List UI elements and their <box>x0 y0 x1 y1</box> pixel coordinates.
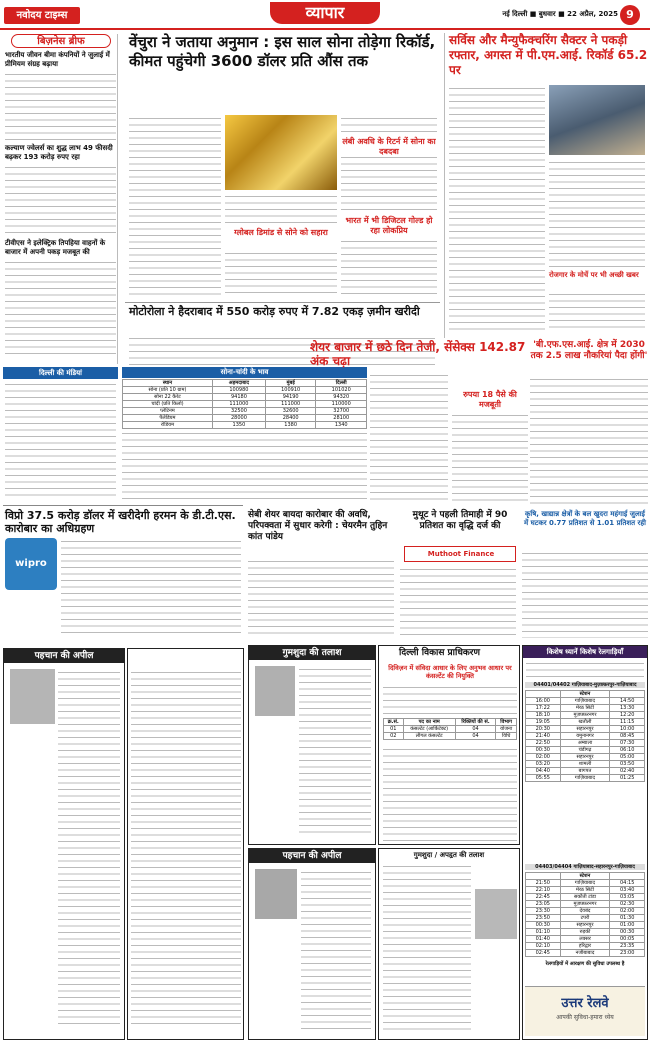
train-time: 23:30 <box>526 908 561 915</box>
rates-cell: 28100 <box>316 415 367 422</box>
train-station: सहारनपुर <box>560 726 610 733</box>
section-title: व्यापार <box>270 2 380 24</box>
rates-cell: 94190 <box>265 394 316 401</box>
train-time: 03:20 <box>526 761 561 768</box>
dda-header-cell: क्र.सं. <box>384 719 404 726</box>
dda-cell: 04 <box>455 726 496 733</box>
train-1: 04401/04402 गाज़ियाबाद-मुज़फ़्फ़रपुर-गाज़ियाबाद स्टेशन 16:00 गाज़ियाबाद 14:50 17:22 मेरठ सिटी 13:30 18:10 मुज़फ़्फ़रनगर 12:20 19:05 खतौली 11:15 20:30 सहारनपुर 10:00 21:40 यमुनानगर 08:45 22:50 अम्बाला 07:30 00:30 चंडीगढ़ 06:10 02:00 सहारनपुर 05:00 03:20 शामली 03:50 04:40 बागपत 02:40 05:55 गाज़ियाबाद 01:25 <box>525 682 645 812</box>
train-2: 04403/04404 गाज़ियाबाद-सहारनपुर-गाज़ियाबाद स्टेशन 21:50 गाज़ियाबाद 04:15 22:10 मेरठ सिटी 03:40 22:45 सकौती टांडा 03:05 23:05 मुज़फ़्फ़रनगर 02:30 23:30 देवबंद 02:00 23:50 टपरी 01:30 00:30 सहारनपुर 01:00 01:10 रुड़की 00:30 01:40 लक्सर 00:05 02:10 हरिद्वार 23:35 02:45 नजीबाबाद 23:00 <box>525 864 645 984</box>
train-time: 19:05 <box>526 719 561 726</box>
train-header-cell: स्टेशन <box>560 873 610 880</box>
rates-header-cell: स्थान <box>123 380 213 387</box>
rates-row <box>123 394 367 401</box>
rates-row <box>123 422 367 429</box>
train-time: 18:10 <box>526 712 561 719</box>
train-time: 22:10 <box>526 887 561 894</box>
train-time: 00:30 <box>526 747 561 754</box>
train-time: 04:40 <box>526 768 561 775</box>
train-time: 00:05 <box>610 936 645 943</box>
train-time: 02:45 <box>526 950 561 957</box>
brief-title: बिज़नेस ब्रीफ <box>11 34 111 48</box>
gumshuda-notice <box>248 645 376 845</box>
rates-cell: 1340 <box>316 422 367 429</box>
rail-title: किशेष ध्यानें किशेष रेलगाड़ियाँ <box>523 646 647 658</box>
train-header-cell: स्टेशन <box>560 691 610 698</box>
train-row <box>526 775 645 782</box>
train-row <box>526 943 645 950</box>
train-time: 02:30 <box>610 901 645 908</box>
train-station: टपरी <box>560 915 610 922</box>
muthoot-headline: मुथूट ने पहली तिमाही में 90 प्रतिशत का वृद्धि दर्ज की <box>412 510 508 531</box>
train-time: 01:00 <box>610 922 645 929</box>
train-station: मेरठ सिटी <box>560 705 610 712</box>
train-time: 01:25 <box>610 775 645 782</box>
train-time: 02:00 <box>526 754 561 761</box>
business-brief-column <box>3 34 118 364</box>
sensex-headline: शेयर बाजार में छठे दिन तेजी, सेंसेक्स 142.87 अंक चढ़ा <box>310 340 526 368</box>
dda-row <box>384 733 517 740</box>
train-station: मेरठ सिटी <box>560 887 610 894</box>
rates-cell: सोना 22 कैरेट <box>123 394 213 401</box>
train-time: 01:40 <box>526 936 561 943</box>
rates-cell: 1350 <box>212 422 265 429</box>
gold-subhead-1: लंबी अवधि के रिटर्न में सोना का दबदबा <box>342 137 436 156</box>
rates-table <box>122 379 367 429</box>
rates-cell: 100910 <box>265 387 316 394</box>
rates-header-cell: दिल्ली <box>316 380 367 387</box>
train-row <box>526 740 645 747</box>
pmi-story <box>444 33 648 338</box>
rates-cell: 28400 <box>265 415 316 422</box>
rates-cell: 100980 <box>212 387 265 394</box>
wipro-headline: विप्रो 37.5 करोड़ डॉलर में खरीदेगी हरमन के डी.टी.एस. कारोबार का अधिग्रहण <box>5 509 236 535</box>
pehchan-title-1: पहचान की अपील <box>4 649 124 663</box>
date-line: नई दिल्ली ■ बुधवार ■ 22 अप्रैल, 2025 <box>502 10 618 18</box>
pehchan-notice-1 <box>3 648 125 1040</box>
train-station: अम्बाला <box>560 740 610 747</box>
dda-cell: विधि <box>496 733 517 740</box>
train-2-table <box>525 872 645 957</box>
train-row <box>526 719 645 726</box>
train-row <box>526 747 645 754</box>
rates-cell: 32600 <box>265 408 316 415</box>
rates-cell: प्लेटिनम <box>123 408 213 415</box>
pehchan-notice-1b <box>127 648 244 1040</box>
train-time: 20:30 <box>526 726 561 733</box>
train-time: 22:50 <box>526 740 561 747</box>
dda-subtitle: दिविज़न में संविदा आधार के लिए अनुभव आधार पर कंसल्टेंट की नियुक्ति <box>388 664 512 680</box>
train-station: चंडीगढ़ <box>560 747 610 754</box>
bfsi-headline: 'बी.एफ.एस.आई. क्षेत्र में 2030 तक 2.5 लाख नौकरियां पैदा होंगी' <box>530 340 648 361</box>
motorola-headline: मोटोरोला ने हैदराबाद में 550 करोड़ रुपए में 7.82 एकड़ ज़मीन खरीदी <box>129 305 420 318</box>
train-row <box>526 733 645 740</box>
train-time: 00:30 <box>526 922 561 929</box>
train-station: सकौती टांडा <box>560 894 610 901</box>
train-station: खतौली <box>560 719 610 726</box>
train-time: 22:45 <box>526 894 561 901</box>
dda-cell: 02 <box>384 733 404 740</box>
dda-header-cell: पद का नाम <box>403 719 455 726</box>
sebi-story <box>248 510 398 640</box>
train-time: 02:40 <box>610 768 645 775</box>
train-header-cell <box>526 691 561 698</box>
dda-notice <box>378 645 520 845</box>
train-station: शामली <box>560 761 610 768</box>
dda-table <box>383 718 517 740</box>
train-time: 05:55 <box>526 775 561 782</box>
train-row <box>526 754 645 761</box>
gold-subhead-2: भारत में भी डिजिटल गोल्ड हो रहा लोकप्रिय <box>341 216 437 236</box>
train-header-cell <box>610 873 645 880</box>
train-row <box>526 698 645 705</box>
train-station: देवबंद <box>560 908 610 915</box>
dda-cell: 01 <box>384 726 404 733</box>
rates-cell: 111000 <box>265 401 316 408</box>
brief-headline-3: टीवीएस ने इलेक्ट्रिक तिपहिया वाहनों के बाजार में अपनी पकड़ मजबूत की <box>5 239 106 256</box>
train-time: 23:35 <box>610 943 645 950</box>
train-time: 16:00 <box>526 698 561 705</box>
train-time: 05:00 <box>610 754 645 761</box>
train-row <box>526 950 645 957</box>
train-row <box>526 922 645 929</box>
train-row <box>526 929 645 936</box>
sebi-headline: सेबी शेयर बायदा कारोबार की अवधि, परिपक्वता में सुधार करेगी : चेयरमैन तुहिन कांत पांडेय <box>248 510 388 542</box>
train-station: यमुनानगर <box>560 733 610 740</box>
train-time: 17:22 <box>526 705 561 712</box>
train-time: 11:15 <box>610 719 645 726</box>
mandi-rates <box>122 430 367 500</box>
pehchan-notice-2 <box>248 848 376 1040</box>
train-station: लक्सर <box>560 936 610 943</box>
brief-headline-1: भारतीय जीवन बीमा कंपनियों ने जुलाई में प्रीमियम संग्रह बढ़ाया <box>5 51 110 68</box>
train-time: 06:10 <box>610 747 645 754</box>
train-row <box>526 712 645 719</box>
train-time: 03:05 <box>610 894 645 901</box>
rates-cell: 94320 <box>316 394 367 401</box>
rates-row <box>123 387 367 394</box>
train-row <box>526 705 645 712</box>
train-row <box>526 936 645 943</box>
train-row <box>526 761 645 768</box>
rates-cell: सोना (प्रति 10 ग्राम) <box>123 387 213 394</box>
gold-story <box>125 33 440 303</box>
rates-header-cell: अहमदाबाद <box>212 380 265 387</box>
train-station: रुड़की <box>560 929 610 936</box>
bfsi-story <box>530 340 648 510</box>
train-station: सहारनपुर <box>560 922 610 929</box>
gold-silver-rates <box>122 367 367 429</box>
rates-row <box>123 401 367 408</box>
train-time: 08:45 <box>610 733 645 740</box>
train-header-cell <box>610 691 645 698</box>
gold-headline: वेंचुरा ने जताया अनुमान : इस साल सोना तोड़ेगा रिकॉर्ड, कीमत पहुंचेगी 3600 डॉलर प्रति औंस तक <box>129 33 436 70</box>
rail-footnote: रेलगाड़ियों में आरक्षण की सुविधा उपलब्ध है <box>545 961 625 967</box>
gumshuda-title: गुमशुदा की तलाश <box>249 646 375 660</box>
train-time: 01:30 <box>610 915 645 922</box>
rates-cell: 32700 <box>316 408 367 415</box>
mandi-section <box>3 367 118 497</box>
train-station: सहारनपुर <box>560 754 610 761</box>
railway-logo: उत्तर रेलवे आपकी सुविधा-हमारा ध्येय <box>525 986 645 1036</box>
paper-logo: नवोदय टाइम्स <box>4 7 80 24</box>
train-time: 10:00 <box>610 726 645 733</box>
train-header-cell <box>526 873 561 880</box>
railway-ad <box>522 645 648 1040</box>
dda-title: दिल्ली विकास प्राधिकरण <box>399 648 480 658</box>
train-time: 04:15 <box>610 880 645 887</box>
train-station: गाज़ियाबाद <box>560 698 610 705</box>
train-station: नजीबाबाद <box>560 950 610 957</box>
train-row <box>526 880 645 887</box>
train-station: गाज़ियाबाद <box>560 775 610 782</box>
krishi-story <box>522 510 648 640</box>
train-row <box>526 887 645 894</box>
rates-cell: चांदी (प्रति किलो) <box>123 401 213 408</box>
gold-photo <box>225 115 337 190</box>
rates-header-cell: मुंबई <box>265 380 316 387</box>
rozgar-subhead: रोजगार के मोर्चे पर भी अच्छी खबर <box>549 271 639 279</box>
train-time: 12:20 <box>610 712 645 719</box>
gold-subhead-3: ग्लोबल डिमांड से सोने को सहारा <box>234 228 328 237</box>
rates-cell: 32500 <box>212 408 265 415</box>
train-time: 07:30 <box>610 740 645 747</box>
page-number: 9 <box>620 5 640 25</box>
brief-headline-2: कल्याण ज्वेलर्स का शुद्ध लाभ 49 फीसदी बढ़कर 193 करोड़ रुपए रहा <box>5 144 113 161</box>
rates-cell: 28000 <box>212 415 265 422</box>
train-row <box>526 908 645 915</box>
wipro-story <box>3 505 243 645</box>
rupee-subhead: रुपया 18 पैसे की मजबूती <box>463 390 517 409</box>
rates-row <box>123 408 367 415</box>
train-row <box>526 768 645 775</box>
rates-cell: 111000 <box>212 401 265 408</box>
train-time: 03:40 <box>610 887 645 894</box>
train-time: 01:10 <box>526 929 561 936</box>
krishi-headline: कृषि, खाद्यान्न क्षेत्रों के बल खुदरा महंगाई जुलाई में घटकर 0.77 प्रतिशत से 1.01 प्रतिशत रही <box>524 510 646 527</box>
muthoot-logo: Muthoot Finance <box>404 546 516 562</box>
train-station: हरिद्वार <box>560 943 610 950</box>
train-1-table <box>525 690 645 782</box>
train-row <box>526 726 645 733</box>
muthoot-story <box>400 510 520 640</box>
mandi-title: दिल्ली की मंडियां <box>3 367 118 379</box>
train-time: 21:50 <box>526 880 561 887</box>
rates-cell: 1380 <box>265 422 316 429</box>
train-time: 03:50 <box>610 761 645 768</box>
dda-header-cell: रिक्तियों की सं. <box>455 719 496 726</box>
dda-header-cell: विभाग <box>496 719 517 726</box>
rates-cell: पैलेडियम <box>123 415 213 422</box>
train-time: 23:00 <box>610 950 645 957</box>
train-row <box>526 894 645 901</box>
dda-cell: लीगल कंसल्टेंट <box>403 733 455 740</box>
rates-cell: रोडियम <box>123 422 213 429</box>
train-time: 21:40 <box>526 733 561 740</box>
train-time: 02:10 <box>526 943 561 950</box>
dda-row <box>384 726 517 733</box>
train-station: मुज़फ़्फ़रनगर <box>560 712 610 719</box>
rates-cell: 110000 <box>316 401 367 408</box>
train-time: 13:30 <box>610 705 645 712</box>
rates-title: सोना-चांदी के भाव <box>122 367 367 378</box>
dda-cell: कंसल्टेंट (आर्किटेक्ट) <box>403 726 455 733</box>
rates-cell: 94180 <box>212 394 265 401</box>
train-station: मुज़फ़्फ़रनगर <box>560 901 610 908</box>
gumshuda-notice-2 <box>378 848 520 1040</box>
train-time: 02:00 <box>610 908 645 915</box>
train-time: 23:05 <box>526 901 561 908</box>
rates-cell: 101020 <box>316 387 367 394</box>
train-row <box>526 915 645 922</box>
pmi-headline: सर्विस और मैन्युफैक्चरिंग सैक्टर ने पकड़ी रफ्तार, अगस्त में पी.एम.आई. रिकॉर्ड 65.2 पर <box>449 33 648 77</box>
rates-row <box>123 415 367 422</box>
train-station: गाज़ियाबाद <box>560 880 610 887</box>
dda-cell: योजना <box>496 726 517 733</box>
train-row <box>526 901 645 908</box>
pehchan-title-2: पहचान की अपील <box>249 849 375 863</box>
gumshuda-title-2: गुमशुदा / अपहृत की तलाश <box>413 851 485 859</box>
train-time: 00:30 <box>610 929 645 936</box>
wipro-logo: wipro <box>5 538 57 590</box>
train-time: 14:50 <box>610 698 645 705</box>
train-time: 23:50 <box>526 915 561 922</box>
pmi-photo <box>549 85 645 155</box>
train-station: बागपत <box>560 768 610 775</box>
dda-cell: 04 <box>455 733 496 740</box>
masthead <box>0 0 650 30</box>
